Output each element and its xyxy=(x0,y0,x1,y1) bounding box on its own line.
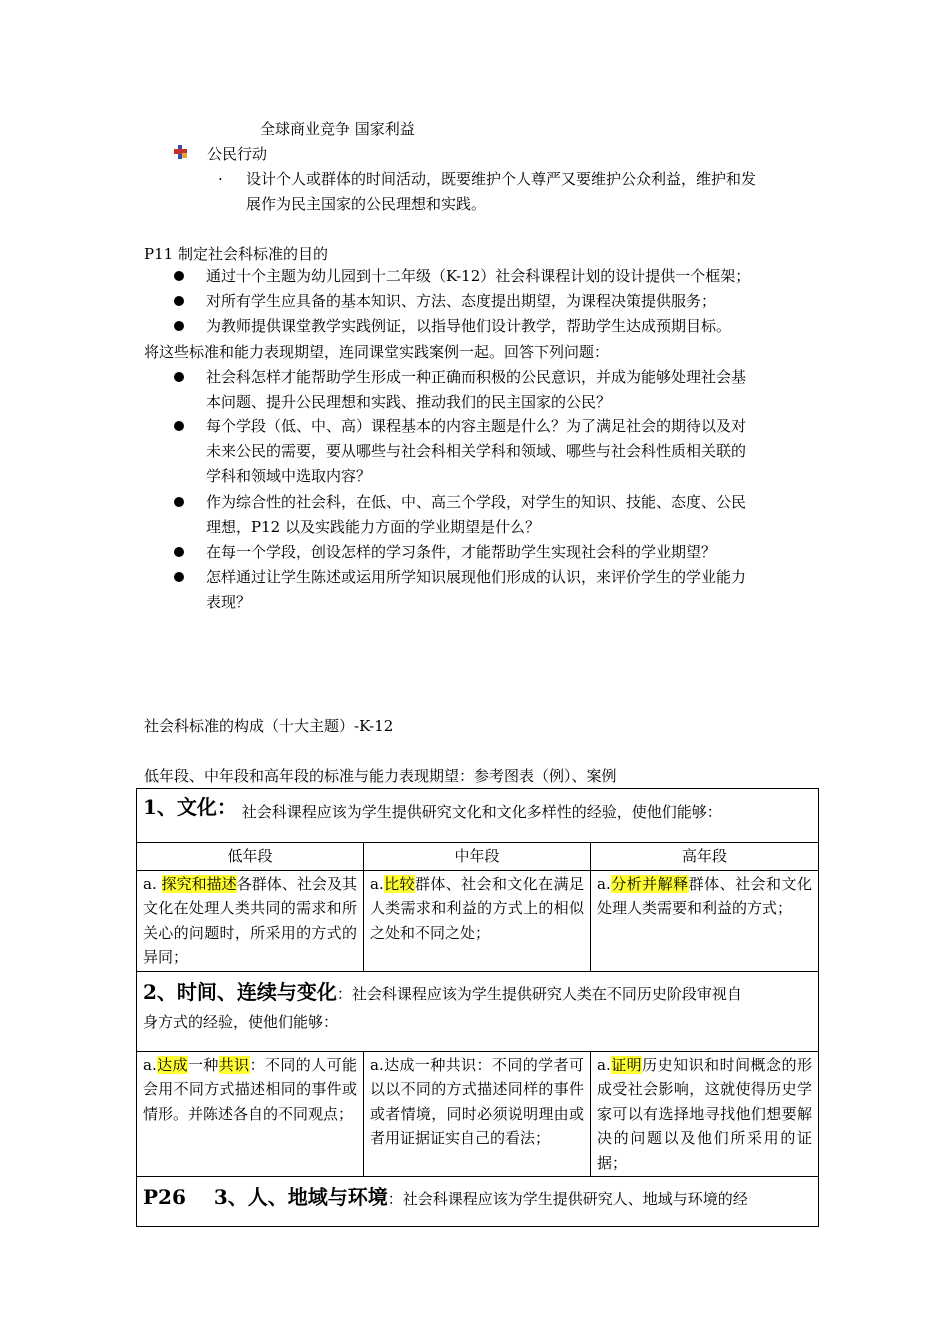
theme-2-desc-cont: 身方式的经验，使他们能够： xyxy=(143,1012,339,1031)
theme-row xyxy=(137,1177,819,1227)
theme-1-content-row xyxy=(137,870,819,971)
theme-1-header xyxy=(137,789,819,843)
question-line: 未来公民的需要，要从哪些与社会科相关学科和领域、哪些与社会科性质相关联的 xyxy=(206,442,747,460)
col-high: 高年段 xyxy=(591,843,819,871)
bullet-icon xyxy=(174,421,184,431)
theme-2-content-row xyxy=(137,1051,819,1177)
theme-2-heading: 2、时间、连续与变化 xyxy=(143,979,337,1004)
question-line: 怎样通过让学生陈述或运用所学知识展现他们形成的认识，来评价学生的学业能力 xyxy=(206,568,747,586)
bullet-icon xyxy=(174,296,184,306)
theme-2-header xyxy=(137,971,819,1051)
col-mid: 中年段 xyxy=(364,843,591,871)
question-line: 社会科怎样才能帮助学生形成一种正确而积极的公民意识，并成为能够处理社会基 xyxy=(206,368,747,386)
question-line: 每个学段（低、中、高）课程基本的内容主题是什么？为了满足社会的期待以及对 xyxy=(206,417,747,435)
purpose-item: 为教师提供课堂教学实践例证，以指导他们设计教学，帮助学生达成预期目标。 xyxy=(206,317,732,335)
bullet-icon xyxy=(174,497,184,507)
bullet-icon xyxy=(174,271,184,281)
highlight: 比较 xyxy=(383,874,415,893)
highlight: 分析并解释 xyxy=(610,874,689,893)
theme-1-low-cell: a. 探究和描述各群体、社会及其文化在处理人类共同的需求和所关心的问题时，所采用的方式的异同； xyxy=(137,870,364,971)
civic-text-line: 设计个人或群体的时间活动，既要维护个人尊严又要维护公众利益，维护和发 xyxy=(246,170,757,188)
col-low: 低年段 xyxy=(137,843,364,871)
questions-intro: 将这些标准和能力表现期望，连同课堂实践案例一起。回答下列问题： xyxy=(144,343,610,361)
theme-row xyxy=(137,789,819,843)
structure-subtitle: 低年段、中年段和高年段的标准与能力表现期望：参考图表（例）、案例 xyxy=(144,767,617,785)
purpose-title: P11 制定社会科标准的目的 xyxy=(144,245,328,263)
bookmark-icon xyxy=(173,144,189,160)
purpose-item: 通过十个主题为幼儿园到十二年级（K-12）社会科课程计划的设计提供一个框架； xyxy=(206,267,751,285)
highlight: 证明 xyxy=(610,1055,643,1074)
theme-row xyxy=(137,971,819,1051)
theme-3-desc: ：社会科课程应该为学生提供研究人、地域与环境的经 xyxy=(387,1190,748,1208)
theme-2-desc: ：社会科课程应该为学生提供研究人类在不同历史阶段审视自 xyxy=(336,984,742,1003)
civic-action-title: 公民行动 xyxy=(207,145,268,163)
civic-text-line: 展作为民主国家的公民理想和实践。 xyxy=(246,195,487,213)
standards-table xyxy=(136,788,819,1227)
question-line: 学科和领域中选取内容？ xyxy=(206,467,372,485)
theme-1-desc: 社会科课程应该为学生提供研究文化和文化多样性的经验，使他们能够： xyxy=(241,803,722,821)
theme-1-mid-cell: a.比较群体、社会和文化在满足人类需求和利益的方式上的相似之处和不同之处； xyxy=(364,870,591,971)
question-line: 本问题、提升公民理想和实践、推动我们的民主国家的公民？ xyxy=(206,393,612,411)
purpose-item: 对所有学生应具备的基本知识、方法、态度提出期望，为课程决策提供服务； xyxy=(206,292,717,310)
grade-header-row xyxy=(137,843,819,871)
theme-2-low-cell: a.达成一种共识：不同的人可能会用不同方式描述相同的事件或情形。并陈述各自的不同观点； xyxy=(137,1051,364,1177)
theme-3-heading: 3、人、地域与环境 xyxy=(213,1185,388,1209)
question-line: 理想，P12 以及实践能力方面的学业期望是什么？ xyxy=(206,518,540,536)
page-marker: P26 xyxy=(143,1185,186,1209)
bullet-icon xyxy=(174,321,184,331)
theme-2-high-cell: a.证明历史知识和时间概念的形成受社会影响，这就使得历史学家可以有选择地寻找他们想要解决的问题以及他们所采用的证据； xyxy=(591,1051,819,1177)
bullet-icon xyxy=(174,572,184,582)
theme-2-mid-cell: a.达成一种共识：不同的学者可以以不同的方式描述同样的事件或者情境，同时必须说明理由或者用证据证实自己的看法； xyxy=(364,1051,591,1177)
highlight: 共识 xyxy=(218,1055,250,1074)
bullet-icon xyxy=(174,547,184,557)
theme-1-heading: 1、文化： xyxy=(143,795,237,819)
question-line: 在每一个学段，创设怎样的学习条件，才能帮助学生实现社会科的学业期望？ xyxy=(206,543,717,561)
highlight: 探究和描述 xyxy=(161,874,237,893)
theme-3-header xyxy=(137,1177,819,1227)
bullet-icon xyxy=(174,372,184,382)
question-line: 作为综合性的社会科，在低、中、高三个学段，对学生的知识、技能、态度、公民 xyxy=(206,493,747,511)
top-line: 全球商业竞争 国家利益 xyxy=(260,120,415,138)
structure-title: 社会科标准的构成（十大主题）-K-12 xyxy=(144,717,394,735)
highlight: 达成 xyxy=(156,1055,188,1074)
question-line: 表现？ xyxy=(206,593,252,611)
dot-marker: · xyxy=(218,170,223,188)
theme-1-high-cell: a.分析并解释群体、社会和文化处理人类需要和利益的方式； xyxy=(591,870,819,971)
